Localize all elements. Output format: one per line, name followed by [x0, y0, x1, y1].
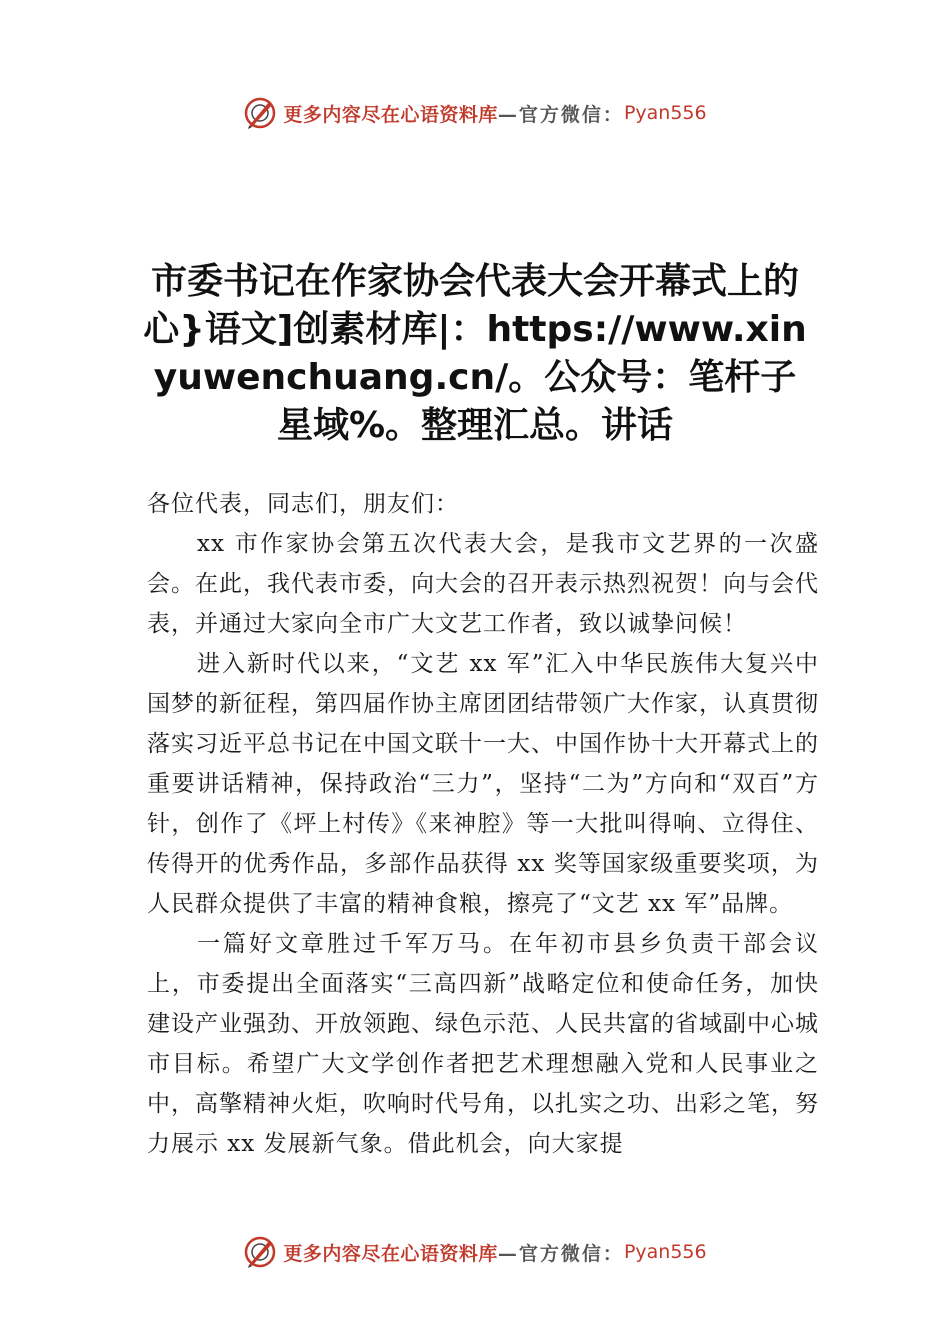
header-banner [0, 93, 950, 133]
body-paragraph: 一篇好文章胜过千军万马。在年初市县乡负责干部会议上，市委提出全面落实“三高四新”战略定位和使命任务，加快建设产业强劲、开放领跑、绿色示范、人民共富的省域副中心城市目标。希望广大文学创作者把艺术理想融入党和人民事业之中，高擎精神火炬，吹响时代号角，以扎实之功、出彩之笔，努力展示 xx 发展新气象。借此机会，向大家提 [147, 931, 819, 1157]
document-title: 市委书记在作家协会代表大会开幕式上的心}语文]创素材库|：https://www.xinyuwenchuang.cn/。公众号：笔杆子星域%。整理汇总。讲话 [143, 261, 807, 446]
pen-logo-icon [243, 1235, 277, 1269]
pen-logo-icon [243, 96, 277, 130]
banner-wechat-label: —官方微信： [497, 1242, 624, 1265]
banner-wechat-id: Pyan556 [623, 1241, 707, 1263]
body-paragraph: xx 市作家协会第五次代表大会，是我市文艺界的一次盛会。在此，我代表市委，向大会的召开表示热烈祝贺！向与会代表，并通过大家向全市广大文艺工作者，致以诚挚问候！ [147, 531, 819, 637]
banner-promo-text: 更多内容尽在心语资料库 [283, 103, 498, 126]
banner-wechat-id: Pyan556 [623, 102, 707, 124]
salutation: 各位代表，同志们，朋友们： [147, 491, 459, 517]
footer-banner [0, 1232, 950, 1272]
document-body [147, 484, 819, 1164]
banner-promo-text: 更多内容尽在心语资料库 [283, 1242, 498, 1265]
body-paragraph: 进入新时代以来，“文艺 xx 军”汇入中华民族伟大复兴中国梦的新征程，第四届作协主席团团结带领广大作家，认真贯彻落实习近平总书记在中国文联十一大、中国作协十大开幕式上的重要讲话精神，保持政治“三力”，坚持“二为”方向和“双百”方针，创作了《坪上村传》《来神腔》等一大批叫得响、立得住、传得开的优秀作品，多部作品获得 xx 奖等国家级重要奖项，为人民群众提供了丰富的精神食粮，擦亮了“文艺 xx 军”品牌。 [147, 651, 819, 917]
banner-wechat-label: —官方微信： [497, 103, 624, 126]
